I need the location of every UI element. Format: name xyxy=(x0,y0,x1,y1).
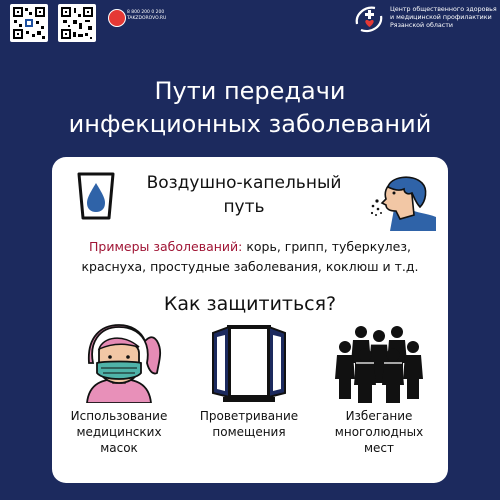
title-line: Пути передачи xyxy=(154,77,346,105)
crowd-icon xyxy=(333,323,425,403)
tip-masks: Использование медицинских масок xyxy=(54,323,184,456)
top-bar xyxy=(0,0,500,60)
health-center-logo-icon xyxy=(353,4,387,34)
water-glass-icon xyxy=(76,171,116,221)
examples-label: Примеры заболеваний: xyxy=(89,239,243,254)
health-center-name: Центр общественного здоровья и медицинской профилактики Рязанской области xyxy=(390,6,497,29)
qr-code-icon[interactable] xyxy=(10,4,48,42)
hotline-site: TAKZDOROVO.RU xyxy=(127,16,167,21)
tip-ventilation: Проветривание помещения xyxy=(184,323,314,440)
info-card xyxy=(52,157,448,483)
masked-woman-icon xyxy=(73,323,165,403)
examples-text: корь, грипп, туберкулез, xyxy=(242,239,411,254)
qr-code-icon[interactable] xyxy=(58,4,96,42)
title-line: инфекционных заболеваний xyxy=(68,110,432,138)
open-window-icon xyxy=(203,323,295,403)
hotline-logo xyxy=(106,7,167,37)
coughing-person-icon xyxy=(370,173,436,231)
examples-text: краснуха, простудные заболевания, коклюш и т.д. xyxy=(81,259,419,274)
hotline-phone: 8 800 200 0 200 xyxy=(127,10,165,15)
disease-examples xyxy=(52,237,448,277)
transmission-route: Воздушно-капельный путь xyxy=(146,173,342,217)
tip-avoid-crowds: Избегание многолюдных мест xyxy=(314,323,444,456)
page-title xyxy=(0,75,500,141)
protection-heading: Как защититься? xyxy=(163,293,337,315)
hotline-badge-icon xyxy=(108,9,126,27)
